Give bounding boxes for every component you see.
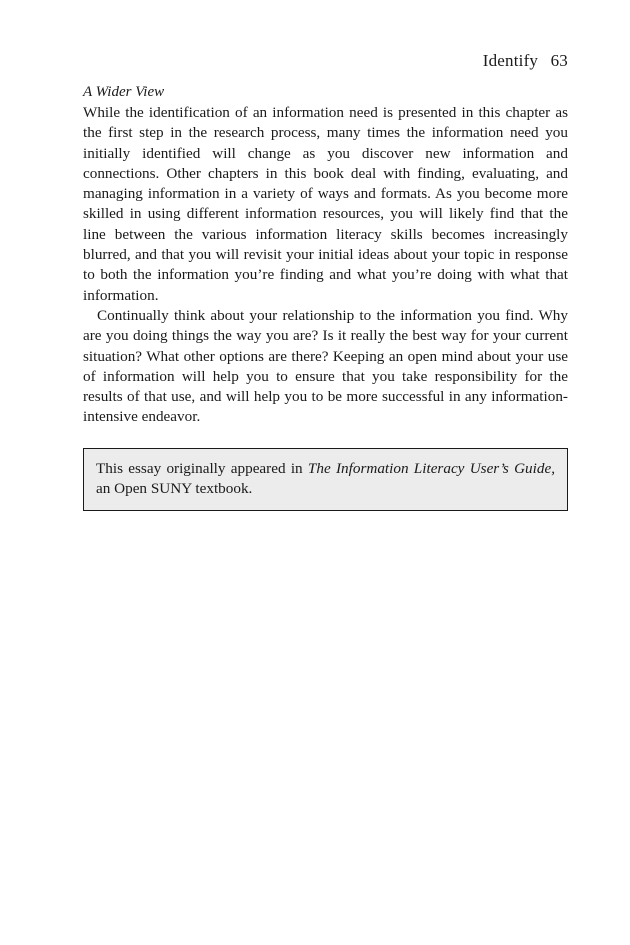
source-note-box	[83, 448, 568, 512]
source-book-title: The Information Literacy User’s Guide	[307, 459, 552, 477]
running-head	[83, 50, 568, 72]
body-paragraph-2: Continually think about your relationship to the information you find. Why are you doing things the way you are? Is it really the best way for your current situation? What other options are there? Keeping an open mind about your use of information will help you to ensure that you take responsibility for the results of that use, and will help you to be more successful in any information-intensive endeavor.	[83, 306, 568, 426]
source-note-prefix: This essay originally appeared in	[96, 459, 308, 477]
running-head-title: Identify	[482, 51, 539, 70]
body-paragraph-1: While the identification of an information need is presented in this chapter as the first step in the research process, many times the information need you initially identified will change as you discover new information and connections. Other chapters in this book deal with finding, evaluating, and managing information in a variety of ways and formats. As you become more skilled in using different information resources, you will likely find that the line between the various information literacy skills becomes increasingly blurred, and that you will revisit your initial ideas about your topic in response to both the information you’re finding and what you’re doing with what that information.	[83, 104, 568, 304]
source-note-suffix: , an Open SUNY textbook.	[96, 459, 555, 498]
page-number: 63	[550, 51, 568, 70]
section-heading: A Wider View	[83, 84, 165, 100]
page-content	[83, 50, 568, 511]
